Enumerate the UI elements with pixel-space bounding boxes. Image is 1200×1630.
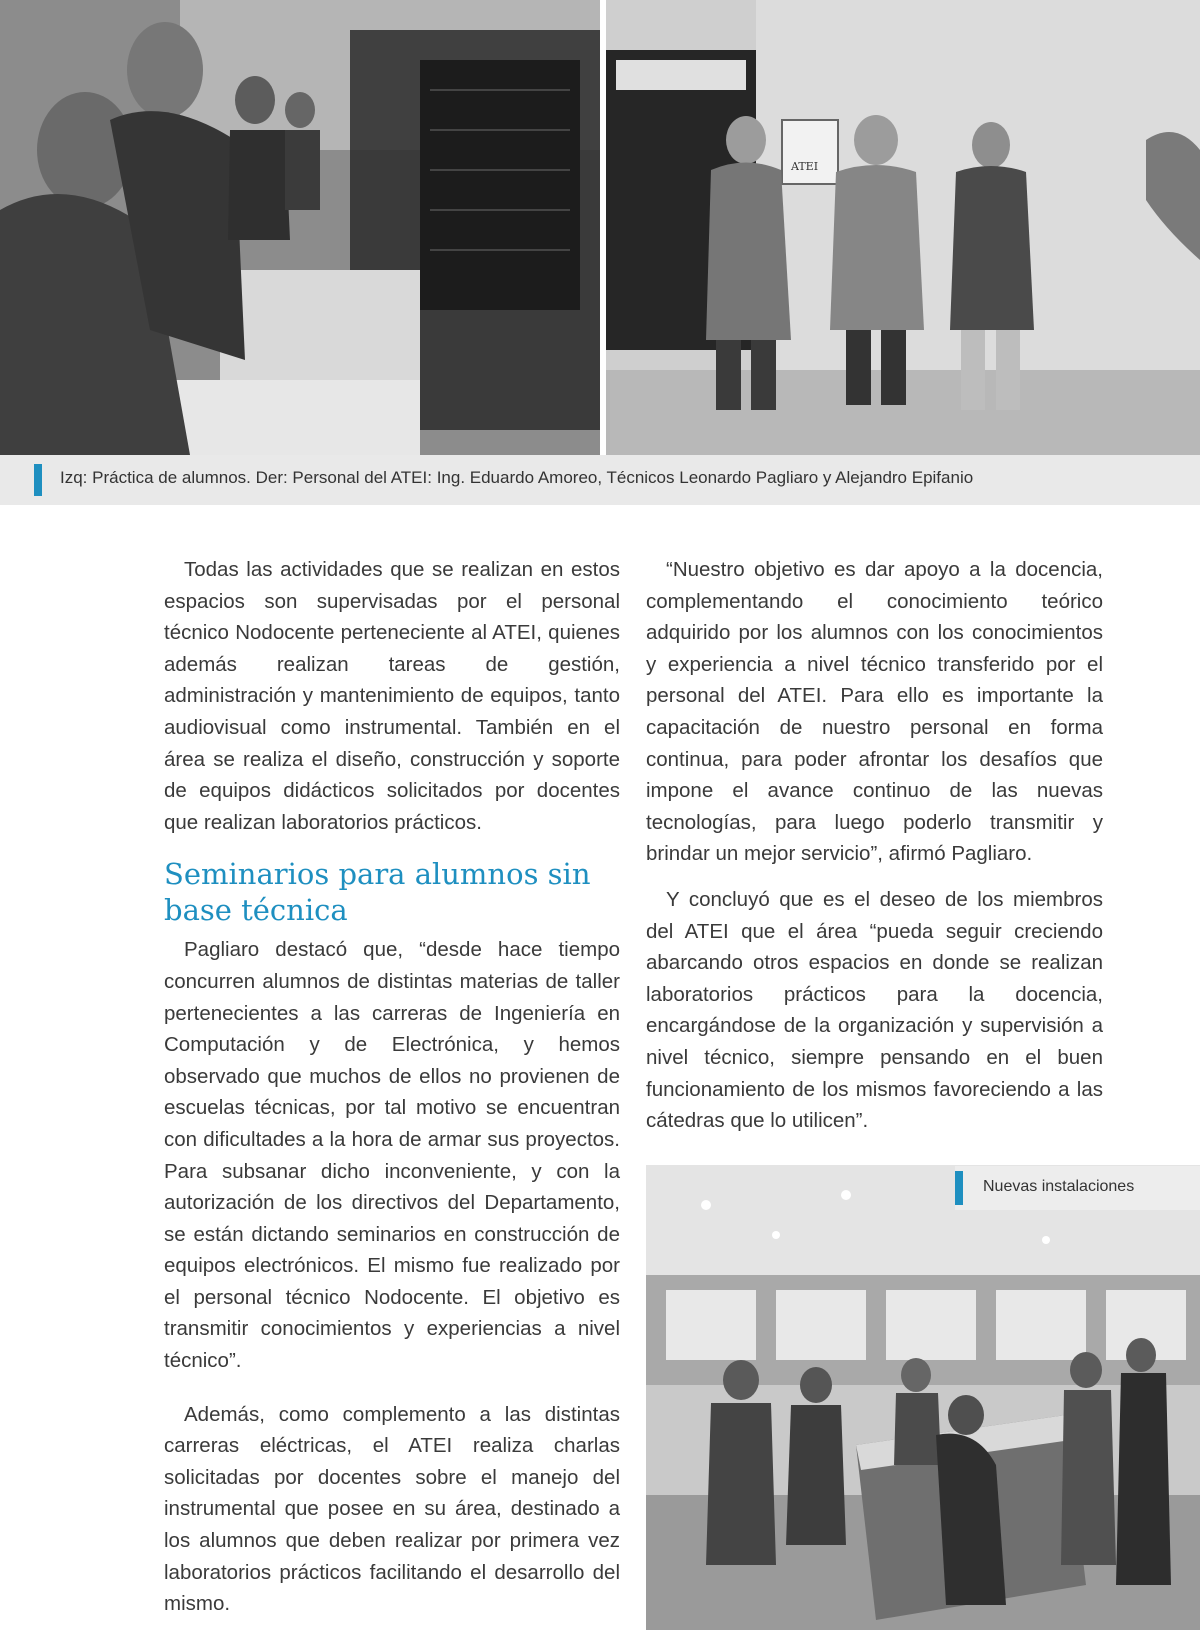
- right-paragraph-1: “Nuestro objetivo es dar apoyo a la docencia, complementando el conocimiento teórico adquirido por los alumnos con los conocimientos y experiencia a nivel técnico transferido por el personal del ATEI. Para ello es importante la capacitación de nuestro personal en forma continua, para poder afrontar los desafíos que impone el avance continuo de las nuevas tecnologías, para luego poderlo transmitir y brindar un mejor servicio”, afirmó Pagliaro.: [646, 558, 1103, 866]
- right-column: [646, 554, 1103, 1137]
- lab-label-accent-bar: [955, 1171, 963, 1205]
- left-column: [164, 554, 620, 1620]
- students-photo-illustration: [0, 0, 600, 455]
- lab-photo-illustration: [646, 1165, 1200, 1630]
- photo-caption-bar: [0, 455, 1200, 505]
- left-paragraph-3: Además, como complemento a las distintas carreras eléctricas, el ATEI realiza charlas solicitadas por docentes sobre el manejo del instrumental que posee en su área, destinado a los alumnos que deben realizar por primera vez laboratorios prácticos facilitando el desarrollo del mismo.: [164, 1402, 620, 1616]
- atei-sign-text: ATEI: [791, 160, 819, 173]
- students-photo: [0, 0, 600, 455]
- staff-photo-illustration: [606, 0, 1200, 455]
- caption-accent-bar: [34, 464, 42, 496]
- photo-caption: Izq: Práctica de alumnos. Der: Personal del ATEI: Ing. Eduardo Amoreo, Técnicos Leonardo Pagliaro y Alejandro Epifanio: [60, 468, 974, 487]
- staff-photo: [606, 0, 1200, 455]
- lab-photo: [646, 1165, 1200, 1630]
- left-paragraph-1: Todas las actividades que se realizan en estos espacios son supervisadas por el personal técnico Nodocente perteneciente al ATEI, quienes además realizan tareas de gestión, administración y mantenimiento de equipos, tanto audiovisual como instrumental. También en el área se realiza el diseño, construcción y soporte de equipos didácticos solicitados por docentes que realizan laboratorios prácticos.: [164, 558, 620, 834]
- lab-label-text: Nuevas instalaciones: [983, 1178, 1135, 1195]
- lab-photo-label: [955, 1166, 1200, 1210]
- left-paragraph-2: Pagliaro destacó que, “desde hace tiempo concurren alumnos de distintas materias de taller pertenecientes a las carreras de Ingeniería en Computación y de Electrónica, y hemos observado que muchos de ellos no provienen de escuelas técnicas, por tal motivo se encuentran con dificultades a la hora de armar sus proyectos. Para subsanar dicho inconveniente, y con la autorización de los directivos del Departamento, se están dictando seminarios en construcción de equipos electrónicos. El mismo fue realizado por el personal técnico Nodocente. El objetivo es transmitir conocimientos y experiencias a nivel técnico”.: [164, 938, 620, 1373]
- right-paragraph-2: Y concluyó que es el deseo de los miembros del ATEI que el área “pueda seguir creciendo abarcando otros espacios en donde se realizan laboratorios prácticos para la docencia, encargándose de la organización y supervisión a nivel técnico, siempre pensando en el buen funcionamiento de los mismos favoreciendo a las cátedras que lo utilicen”.: [646, 887, 1103, 1133]
- section-heading: Seminarios para alumnos sin base técnica: [164, 857, 591, 928]
